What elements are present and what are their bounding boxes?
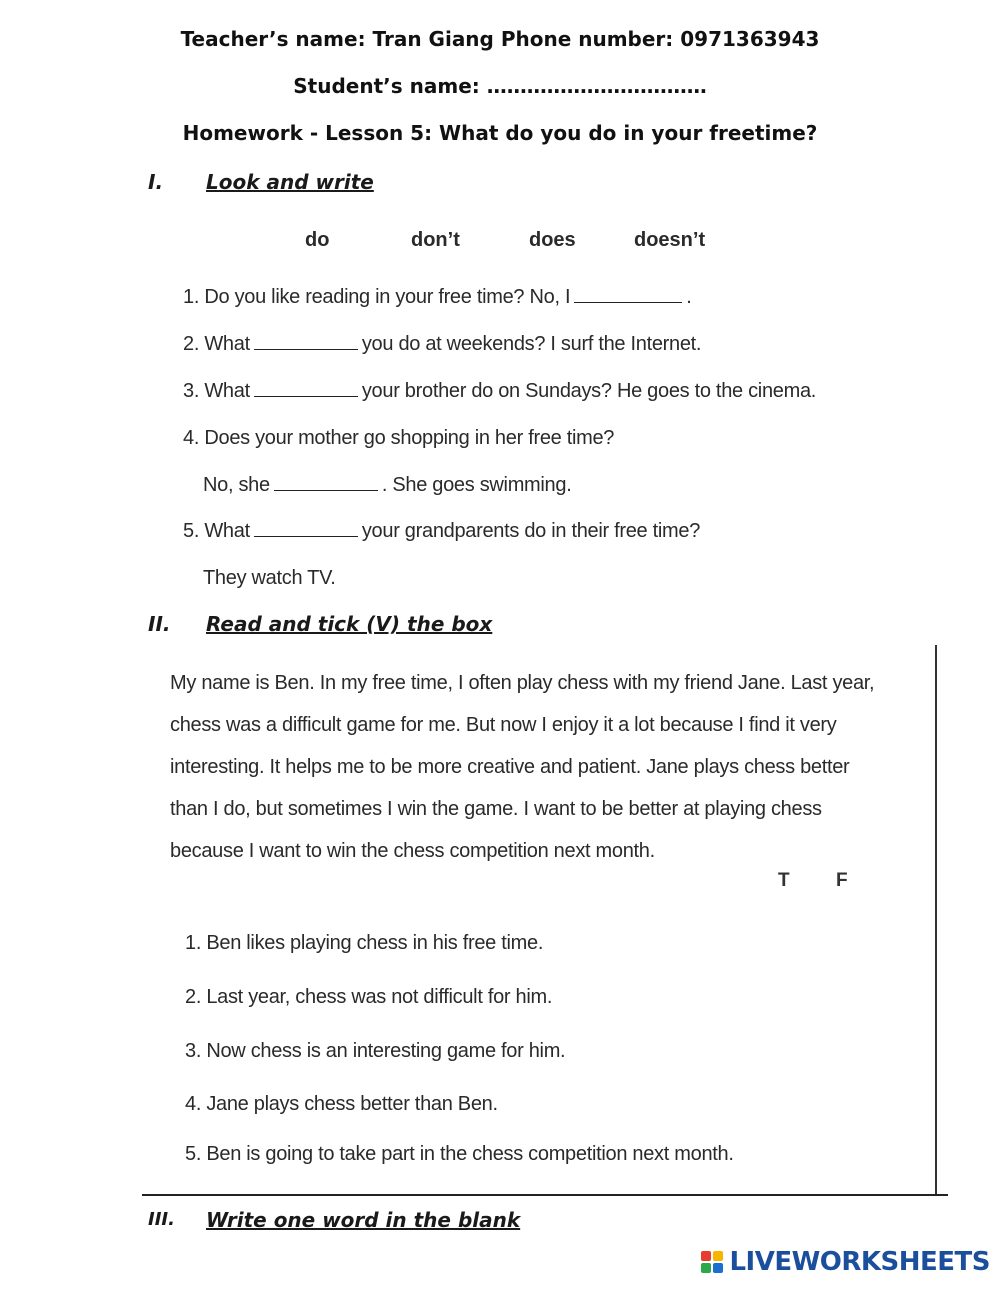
question-text: your brother do on Sundays? He goes to the cinema. — [361, 380, 817, 402]
question-number: 4. — [183, 427, 200, 449]
liveworksheets-icon — [701, 1251, 723, 1273]
question-3 — [183, 380, 816, 403]
section2-number: II. — [148, 612, 171, 636]
question-5-answer: They watch TV. — [203, 567, 336, 589]
question-text: Does your mother go shopping in her free time? — [204, 427, 615, 449]
section3-number: III. — [148, 1209, 175, 1230]
question-text: No, she — [203, 474, 270, 496]
box-border-right — [935, 645, 937, 1195]
question-1 — [183, 286, 692, 309]
question-number: 1. — [183, 286, 200, 308]
question-text: . She goes swimming. — [381, 474, 572, 496]
student-line: Student’s name: …………………………… — [293, 74, 707, 98]
passage-line: than I do, but sometimes I win the game. I want to be better at playing chess — [170, 798, 822, 820]
statement-4: 4. Jane plays chess better than Ben. — [185, 1093, 498, 1115]
answer-blank[interactable] — [254, 380, 358, 397]
question-text: . — [686, 286, 692, 308]
word-bank-item: doesn’t — [634, 229, 706, 251]
word-bank-item: does — [529, 229, 576, 251]
word-bank-item: don’t — [411, 229, 460, 251]
question-text: What — [204, 380, 250, 402]
passage-line: chess was a difficult game for me. But now I enjoy it a lot because I find it very — [170, 714, 837, 736]
question-5 — [183, 520, 700, 543]
section1-number: I. — [148, 170, 164, 194]
section-divider — [142, 1194, 948, 1196]
word-bank-item: do — [305, 229, 330, 251]
section2-title: Read and tick (V) the box — [206, 612, 493, 636]
answer-blank[interactable] — [274, 474, 378, 491]
answer-blank[interactable] — [254, 333, 358, 350]
passage-line: because I want to win the chess competition next month. — [170, 840, 655, 862]
teacher-line: Teacher’s name: Tran Giang Phone number: 0971363943 — [180, 27, 820, 51]
passage-line: interesting. It helps me to be more creative and patient. Jane plays chess better — [170, 756, 850, 778]
reading-passage — [170, 662, 890, 872]
homework-title: Homework - Lesson 5: What do you do in your freetime? — [182, 121, 818, 145]
question-text: What — [204, 333, 250, 355]
question-4-answer-line — [203, 474, 571, 497]
question-2 — [183, 333, 701, 356]
statement-1: 1. Ben likes playing chess in his free time. — [185, 932, 544, 954]
true-label: T — [778, 870, 790, 891]
liveworksheets-logo — [701, 1247, 990, 1277]
question-number: 2. — [183, 333, 200, 355]
statement-3: 3. Now chess is an interesting game for him. — [185, 1040, 566, 1062]
section3-title: Write one word in the blank — [206, 1208, 521, 1232]
passage-line: My name is Ben. In my free time, I often play chess with my friend Jane. Last year, — [170, 672, 875, 694]
question-text: Do you like reading in your free time? No, I — [204, 286, 571, 308]
question-4 — [183, 427, 614, 450]
answer-blank[interactable] — [254, 520, 358, 537]
statement-5: 5. Ben is going to take part in the chess competition next month. — [185, 1143, 734, 1165]
question-number: 3. — [183, 380, 200, 402]
statement-2: 2. Last year, chess was not difficult for him. — [185, 986, 553, 1008]
section1-title: Look and write — [206, 170, 374, 194]
question-text: your grandparents do in their free time? — [361, 520, 701, 542]
question-number: 5. — [183, 520, 200, 542]
false-label: F — [836, 870, 848, 891]
question-text: you do at weekends? I surf the Internet. — [361, 333, 702, 355]
answer-blank[interactable] — [574, 286, 682, 303]
logo-text: LIVEWORKSHEETS — [729, 1247, 990, 1277]
question-text: What — [204, 520, 250, 542]
